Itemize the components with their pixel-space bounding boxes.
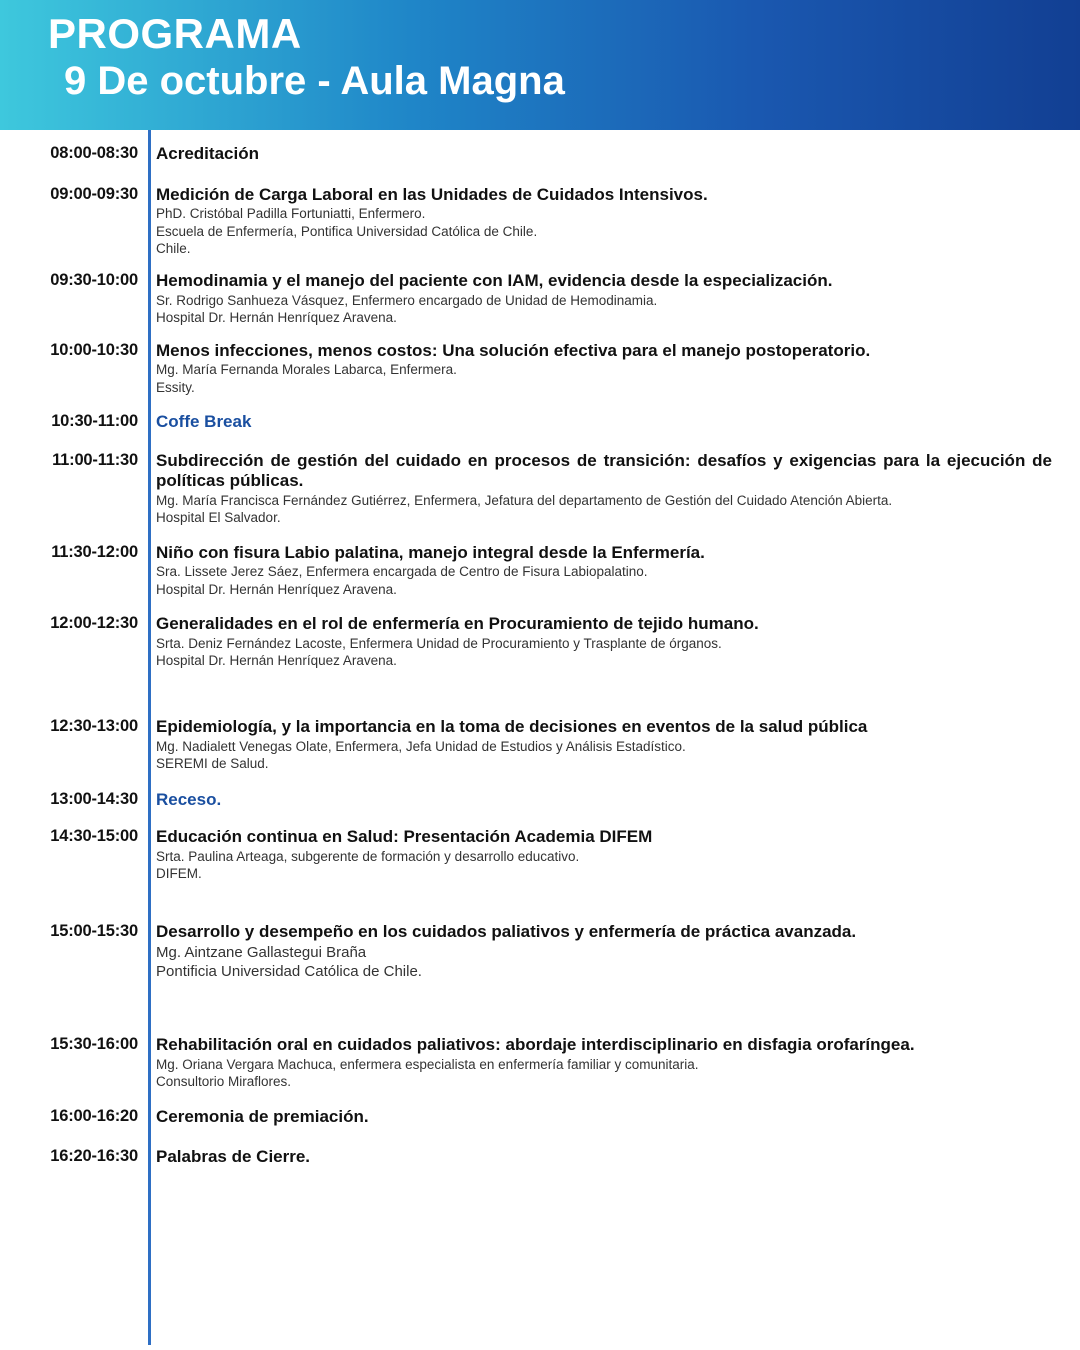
session-time: 16:20-16:30	[50, 1147, 138, 1166]
session-title: Epidemiología, y la importancia en la toma de decisiones en eventos de la salud pública	[156, 717, 868, 737]
session-extra: Chile.	[156, 241, 191, 256]
session-time: 13:00-14:30	[50, 790, 138, 809]
program-header	[0, 0, 1080, 130]
session-title: Palabras de Cierre.	[156, 1147, 311, 1167]
session-row	[0, 271, 1080, 326]
session-speaker: Mg. Oriana Vergara Machuca, enfermera especialista en enfermería familiar y comunitaria.	[156, 1057, 699, 1073]
session-organization: Hospital Dr. Hernán Henríquez Aravena.	[156, 581, 397, 597]
session-title: Subdirección de gestión del cuidado en procesos de transición: desafíos y exigencias para la ejecución de políticas públicas.	[156, 450, 1052, 491]
session-row	[0, 543, 1080, 598]
session-organization: Essity.	[156, 379, 195, 395]
session-organization: Hospital El Salvador.	[156, 510, 281, 526]
session-content	[148, 827, 1080, 882]
session-content	[148, 543, 1080, 598]
session-title: Coffe Break	[156, 411, 252, 431]
session-time: 14:30-15:00	[50, 827, 138, 846]
session-row	[0, 1035, 1080, 1090]
session-row	[0, 451, 1080, 527]
session-time: 16:00-16:20	[50, 1106, 138, 1125]
session-content	[148, 412, 1080, 433]
session-content	[148, 1147, 1080, 1168]
session-title: Menos infecciones, menos costos: Una solución efectiva para el manejo postoperatorio.	[156, 340, 871, 360]
session-content	[148, 922, 1080, 981]
session-time: 12:30-13:00	[50, 717, 138, 736]
session-title: Acreditación	[156, 144, 259, 163]
session-title: Generalidades en el rol de enfermería en Procuramiento de tejido humano.	[156, 613, 759, 633]
session-time: 11:30-12:00	[51, 542, 138, 561]
session-speaker: Mg. María Fernanda Morales Labarca, Enfermera.	[156, 362, 457, 378]
session-content	[148, 1107, 1080, 1128]
session-content	[148, 790, 1080, 811]
session-row	[0, 922, 1080, 981]
session-time: 09:00-09:30	[50, 184, 138, 203]
session-organization: Consultorio Miraflores.	[156, 1074, 292, 1090]
session-row	[0, 827, 1080, 882]
program-schedule	[0, 130, 1080, 1168]
session-time: 08:00-08:30	[50, 144, 138, 162]
session-row	[0, 717, 1080, 772]
session-speaker: Mg. María Francisca Fernández Gutiérrez, Enfermera, Jefatura del departamento de Gestión del Cuidado Atención Abierta.	[156, 493, 893, 508]
session-content	[148, 451, 1080, 527]
session-organization: Escuela de Enfermería, Pontifica Universidad Católica de Chile.	[156, 223, 538, 239]
session-speaker: PhD. Cristóbal Padilla Fortuniatti, Enfermero.	[156, 206, 426, 222]
session-row	[0, 1147, 1080, 1168]
session-content	[148, 1035, 1080, 1090]
session-content	[148, 614, 1080, 669]
session-organization: Hospital Dr. Hernán Henríquez Aravena.	[156, 652, 397, 668]
session-time: 11:00-11:30	[52, 450, 138, 469]
session-speaker: Mg. Aintzane Gallastegui Braña	[156, 944, 367, 962]
session-time: 15:00-15:30	[50, 922, 138, 941]
session-content	[148, 271, 1080, 326]
session-organization: Hospital Dr. Hernán Henríquez Aravena.	[156, 310, 397, 326]
session-row	[0, 1107, 1080, 1128]
session-content	[148, 144, 1080, 165]
session-content	[148, 717, 1080, 772]
session-time: 15:30-16:00	[50, 1035, 138, 1054]
session-title: Hemodinamia y el manejo del paciente con IAM, evidencia desde la especialización.	[156, 271, 833, 291]
session-row	[0, 185, 1080, 258]
session-list	[0, 144, 1080, 1168]
session-title: Rehabilitación oral en cuidados paliativos: abordaje interdisciplinario en disfagia orofaríngea.	[156, 1035, 915, 1055]
session-row	[0, 341, 1080, 396]
session-time: 09:30-10:00	[50, 271, 138, 290]
header-text-block	[0, 0, 1080, 104]
session-organization: SEREMI de Salud.	[156, 756, 269, 772]
session-speaker: Srta. Deniz Fernández Lacoste, Enfermera Unidad de Procuramiento y Trasplante de órganos.	[156, 635, 722, 651]
vertical-divider	[148, 130, 151, 1345]
session-title: Medición de Carga Laboral en las Unidades de Cuidados Intensivos.	[156, 184, 708, 204]
page-title: PROGRAMA	[48, 10, 302, 57]
session-speaker: Mg. Nadialett Venegas Olate, Enfermera, Jefa Unidad de Estudios y Análisis Estadístico.	[156, 738, 686, 754]
session-speaker: Sra. Lissete Jerez Sáez, Enfermera encargada de Centro de Fisura Labiopalatino.	[156, 564, 648, 580]
session-title: Niño con fisura Labio palatina, manejo integral desde la Enfermería.	[156, 542, 705, 562]
session-speaker: Srta. Paulina Arteaga, subgerente de formación y desarrollo educativo.	[156, 848, 580, 864]
session-organization: DIFEM.	[156, 866, 202, 882]
session-content	[148, 185, 1080, 258]
session-organization: Pontificia Universidad Católica de Chile.	[156, 963, 422, 981]
session-time: 10:00-10:30	[50, 340, 138, 359]
session-content	[148, 341, 1080, 396]
session-row	[0, 144, 1080, 165]
session-speaker: Sr. Rodrigo Sanhueza Vásquez, Enfermero encargado de Unidad de Hemodinamia.	[156, 293, 658, 308]
session-title: Receso.	[156, 790, 222, 810]
session-row	[0, 412, 1080, 433]
session-row	[0, 790, 1080, 811]
session-title: Educación continua en Salud: Presentación Academia DIFEM	[156, 827, 653, 847]
page-subtitle: 9 De octubre - Aula Magna	[64, 59, 565, 104]
session-time: 10:30-11:00	[51, 411, 138, 430]
session-row	[0, 614, 1080, 669]
session-title: Desarrollo y desempeño en los cuidados paliativos y enfermería de práctica avanzada.	[156, 922, 857, 942]
session-time: 12:00-12:30	[50, 613, 138, 632]
session-title: Ceremonia de premiación.	[156, 1106, 369, 1126]
